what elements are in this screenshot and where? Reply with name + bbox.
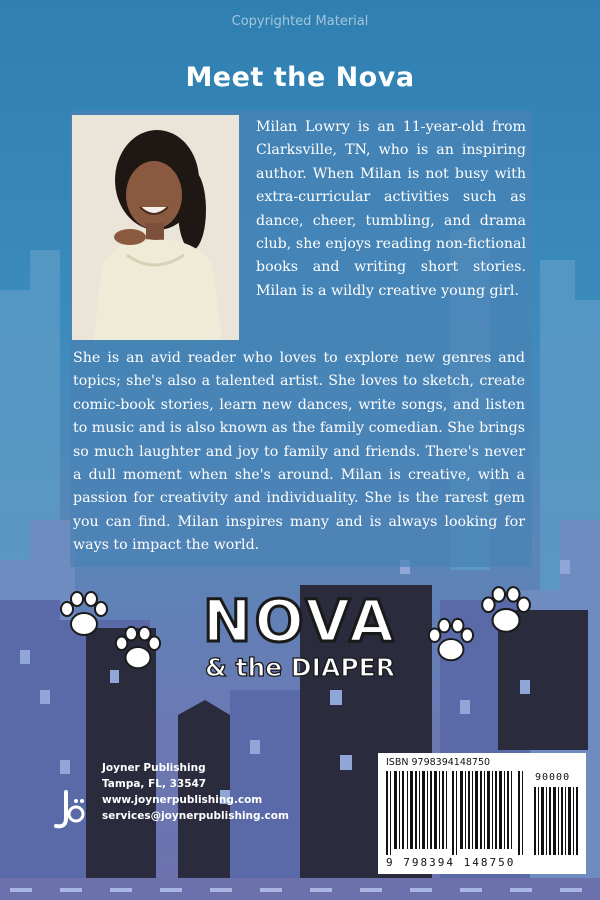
book-subtitle-logo: & the DIAPER xyxy=(205,653,395,682)
author-photo xyxy=(72,115,239,340)
barcode-digits: 9 798394 148750 xyxy=(386,856,516,869)
author-bio-intro: Milan Lowry is an 11-year-old from Clarksville, TN, who is an inspiring author. When Milan is not busy with extra-curricular activities such as dance, cheer, tumbling, and drama club, she enjoys reading non-fictional books and writing short stories. Milan is a wildly creative young girl. xyxy=(256,119,526,299)
publisher-address: Tampa, FL, 33547 xyxy=(102,778,207,790)
paw-print-icon xyxy=(57,589,109,641)
publisher-email: services@joynerpublishing.com xyxy=(102,810,289,822)
paw-print-icon xyxy=(112,624,162,674)
paw-print-icon xyxy=(425,616,475,666)
author-bio-details: She is an avid reader who loves to explore new genres and topics; she's also a talented artist. She loves to sketch, create comic-book stories, learn new dances, write songs, and listen to music and is also known as the family comedian. She brings so much laughter and joy to family and friends. There's never a dull moment when she's around. Milan is creative, with a passion for creativity and individuality. She is the rarest gem you can find. Milan inspires many and is always looking for ways to impact the world. xyxy=(73,350,525,554)
barcode-addon xyxy=(534,787,580,855)
publisher-website: www.joynerpublishing.com xyxy=(102,794,263,806)
isbn-barcode-box xyxy=(378,753,586,874)
copyright-watermark: Copyrighted Material xyxy=(231,14,369,29)
section-title: Meet the Nova xyxy=(185,62,415,93)
book-title-logo: NOVA xyxy=(202,587,398,655)
publisher-logo-icon xyxy=(52,790,86,832)
publisher-info xyxy=(102,760,289,824)
paw-print-icon xyxy=(478,584,532,638)
publisher-name: Joyner Publishing xyxy=(102,762,206,774)
isbn-label: ISBN 9798394148750 xyxy=(386,757,491,768)
barcode-main xyxy=(386,771,526,855)
price-code: 90000 xyxy=(535,772,571,783)
